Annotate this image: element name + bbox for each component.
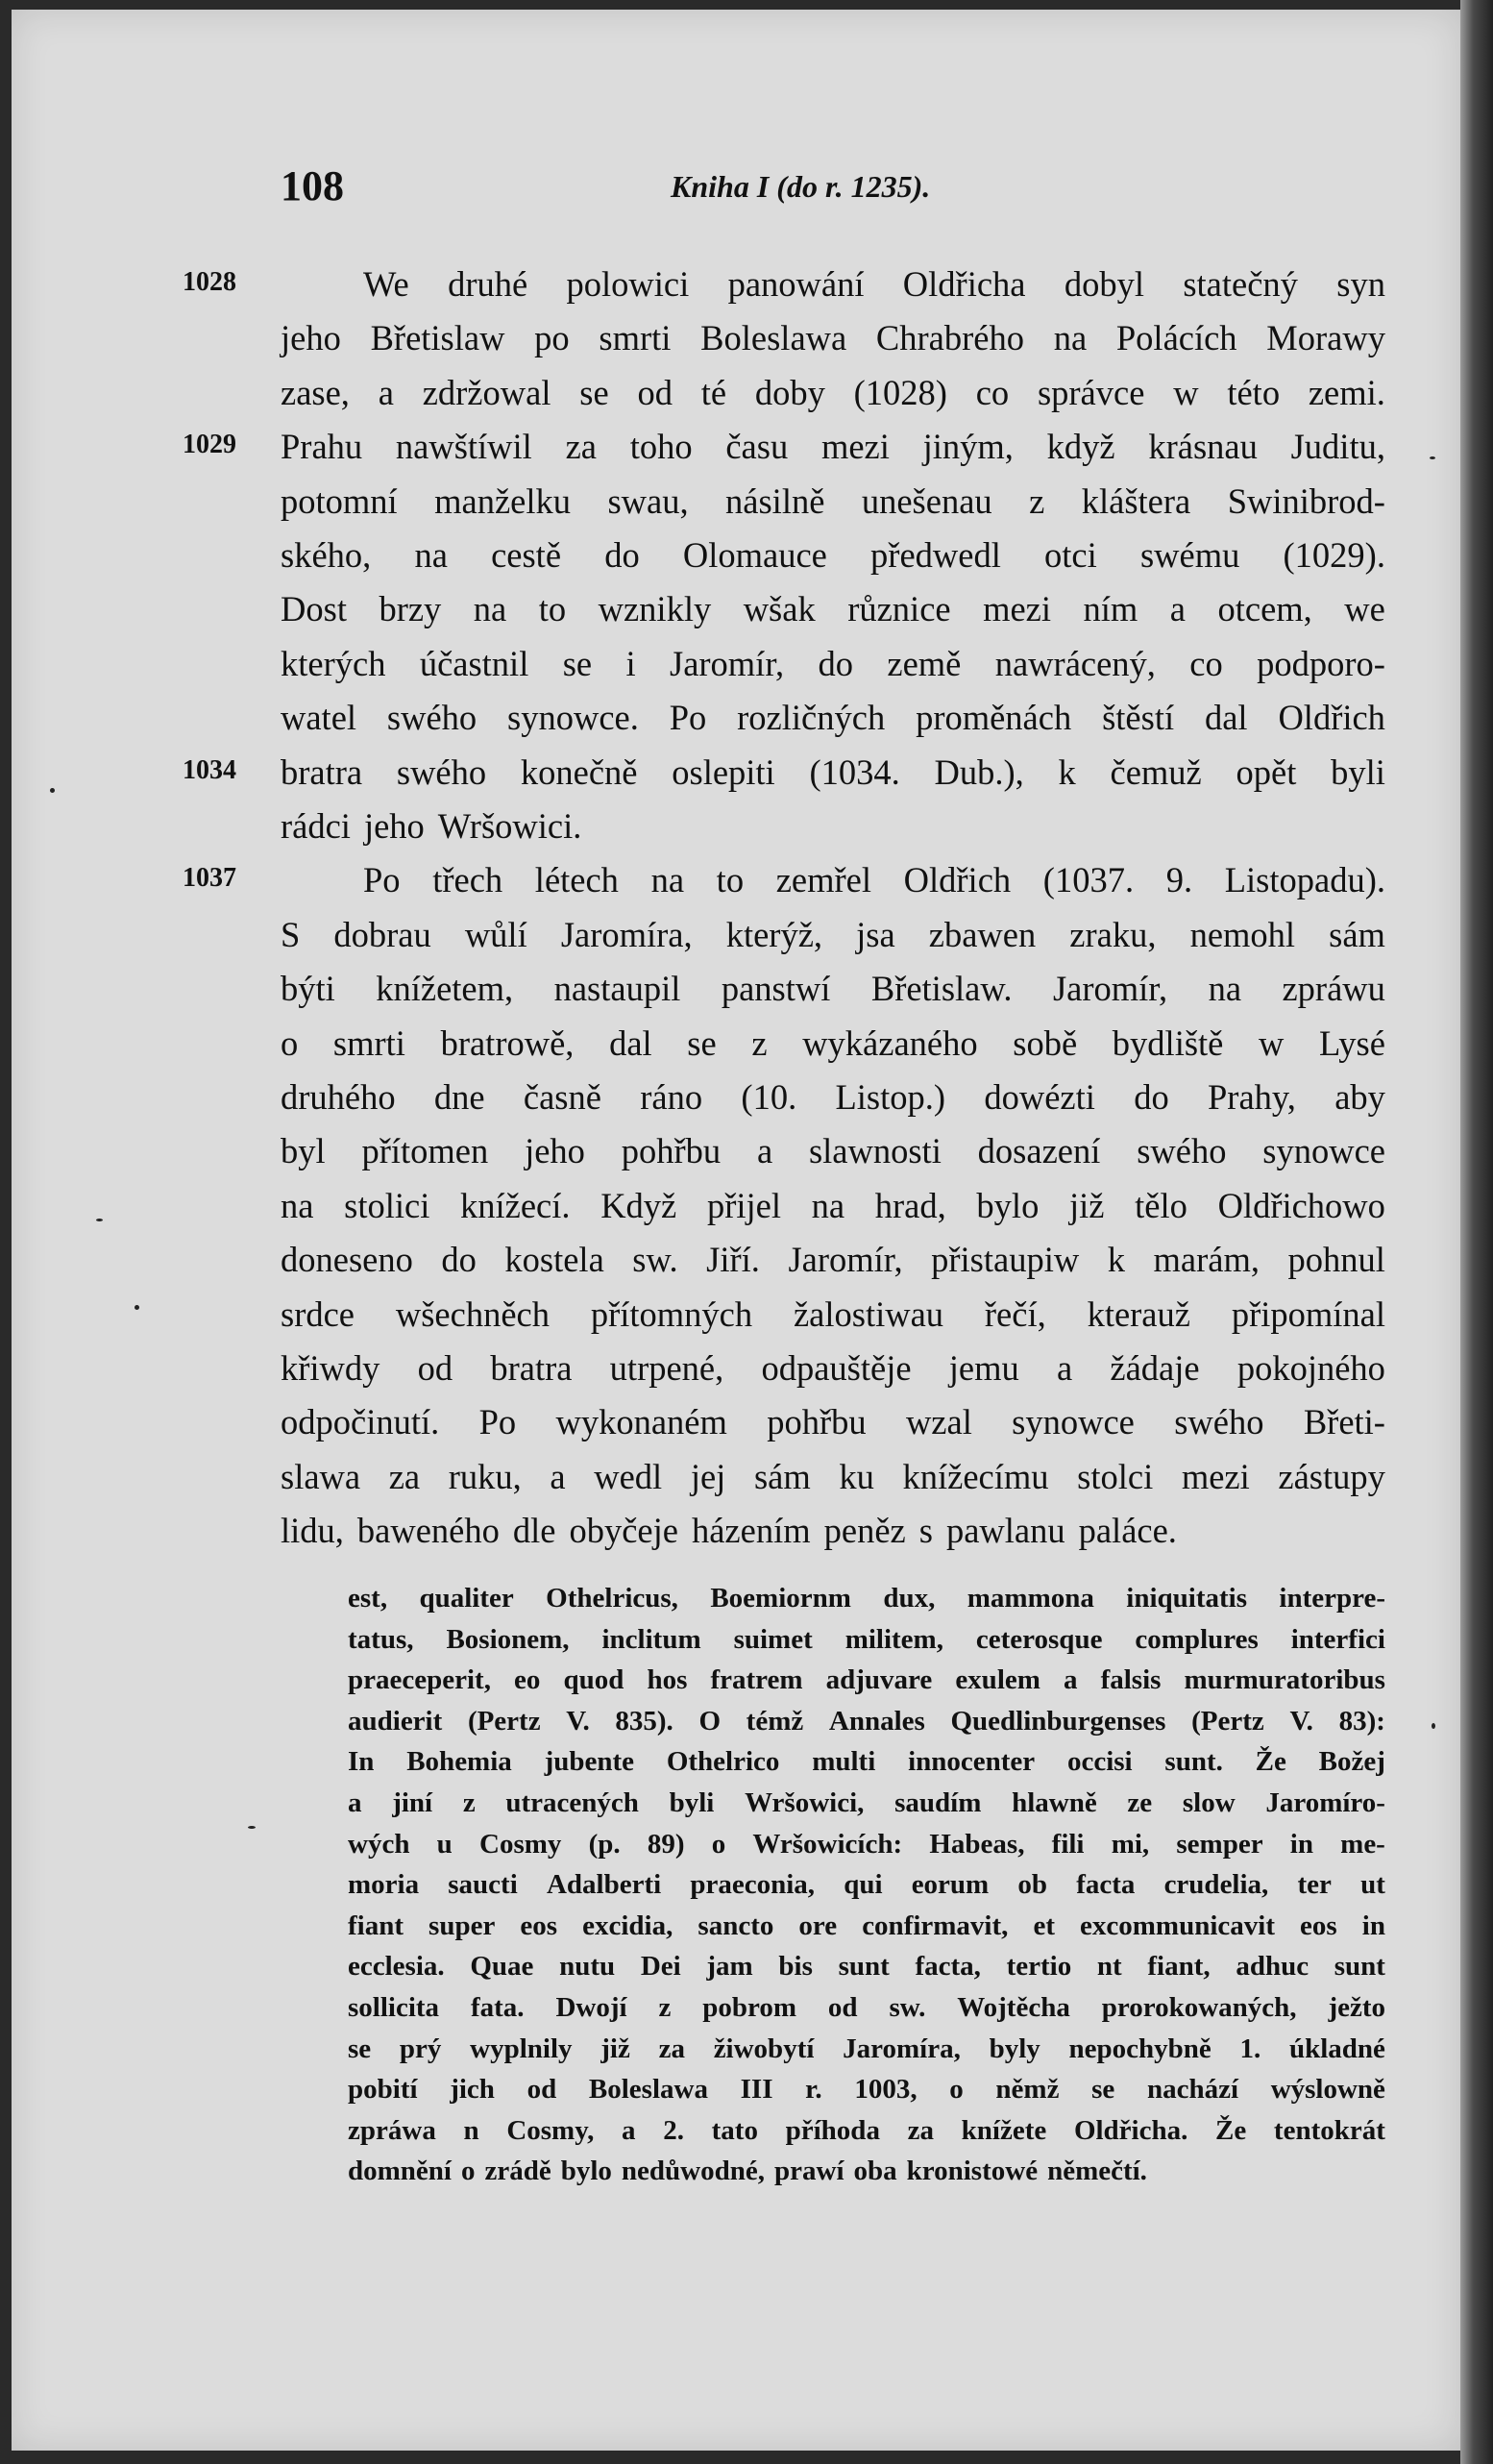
margin-year: 1037 bbox=[183, 863, 236, 894]
page-number: 108 bbox=[281, 162, 344, 209]
speck bbox=[1432, 1723, 1435, 1729]
scan-edge bbox=[1460, 0, 1493, 2464]
body-line: slawa za ruku, a wedl jej sám ku knížecímu stolci mezi zástupy bbox=[281, 1456, 1385, 1496]
speck bbox=[96, 1219, 103, 1221]
body-line: rádci jeho Wršowici. bbox=[281, 806, 582, 846]
footnote-line: moria saucti Adalberti praeconia, qui eorum ob facta crudelia, ter ut bbox=[348, 1869, 1385, 1901]
body-line: srdce wšechněch přítomných žalostiwau řečí, kterauž připomínal bbox=[281, 1294, 1385, 1334]
footnote-line: pobití jich od Boleslawa III r. 1003, o němž se nachází wýslowně bbox=[348, 2074, 1385, 2106]
margin-year: 1034 bbox=[183, 754, 236, 785]
body-line: Prahu nawštíwil za toho času mezi jiným, když krásnau Juditu, bbox=[281, 427, 1385, 467]
body-line: křiwdy od bratra utrpené, odpauštěje jemu a žádaje pokojného bbox=[281, 1348, 1385, 1388]
speck bbox=[135, 1305, 139, 1310]
footnote-line: audierit (Pertz V. 835). O témž Annales Quedlinburgenses (Pertz V. 83): bbox=[348, 1705, 1385, 1737]
footnote-line: In Bohemia jubente Othelrico multi innocenter occisi sunt. Že Božej bbox=[348, 1746, 1385, 1778]
margin-year: 1028 bbox=[183, 267, 236, 297]
body-line: Dost brzy na to wznikly wšak různice mezi ním a otcem, we bbox=[281, 589, 1385, 629]
body-line: odpočinutí. Po wykonaném pohřbu wzal synowce swého Břeti- bbox=[281, 1402, 1385, 1442]
footnote-line: fiant super eos excidia, sancto ore confirmavit, et excommunicavit eos in bbox=[348, 1910, 1385, 1941]
footnote-line: wých u Cosmy (p. 89) o Wršowicích: Habeas, fili mi, semper in me- bbox=[348, 1828, 1385, 1860]
body-line: byl přítomen jeho pohřbu a slawnosti dosazení swého synowce bbox=[281, 1131, 1385, 1171]
footnote-line: sollicita fata. Dwojí z pobrom od sw. Wojtěcha prorokowaných, ježto bbox=[348, 1992, 1385, 2023]
running-title: Kniha I (do r. 1235). bbox=[671, 169, 931, 204]
footnote-line: se prý wyplnily již za žiwobytí Jaromíra, byly nepochybně 1. úkladné bbox=[348, 2033, 1385, 2064]
body-line: bratra swého konečně oslepiti (1034. Dub.), k čemuž opět byli bbox=[281, 752, 1385, 792]
footnote-line: zpráwa n Cosmy, a 2. tato příhoda za knížete Oldřicha. Že tentokrát bbox=[348, 2114, 1385, 2146]
footnote-line: a jiní z utracených byli Wršowici, saudím hlawně ze slow Jaromíro- bbox=[348, 1787, 1385, 1818]
body-line: zase, a zdržowal se od té doby (1028) co správce w této zemi. bbox=[281, 372, 1385, 412]
speck bbox=[248, 1826, 256, 1829]
body-line: jeho Břetislaw po smrti Boleslawa Chrabrého na Polácích Morawy bbox=[281, 318, 1385, 358]
body-line: doneseno do kostela sw. Jiří. Jaromír, přistaupiw k marám, pohnul bbox=[281, 1240, 1385, 1280]
speck bbox=[1430, 456, 1435, 459]
body-line: We druhé polowici panowání Oldřicha dobyl statečný syn bbox=[363, 264, 1385, 304]
body-line: Po třech létech na to zemřel Oldřich (1037. 9. Listopadu). bbox=[363, 860, 1385, 900]
body-line: o smrti bratrowě, dal se z wykázaného sobě bydliště w Lysé bbox=[281, 1023, 1385, 1063]
body-line: lidu, baweného dle obyčeje házením peněz s pawlanu paláce. bbox=[281, 1511, 1177, 1551]
body-line: S dobrau wůlí Jaromíra, kterýž, jsa zbawen zraku, nemohl sám bbox=[281, 914, 1385, 954]
margin-year: 1029 bbox=[183, 430, 236, 460]
footnote-line: tatus, Bosionem, inclitum suimet militem, ceterosque complures interfici bbox=[348, 1623, 1385, 1655]
body-line: druhého dne časně ráno (10. Listop.) dowézti do Prahy, aby bbox=[281, 1077, 1385, 1117]
body-line: potomní manželku swau, násilně unešenau z kláštera Swinibrod- bbox=[281, 480, 1385, 521]
body-line: býti knížetem, nastaupil panstwí Břetislaw. Jaromír, na zpráwu bbox=[281, 969, 1385, 1009]
footnote-line: ecclesia. Quae nutu Dei jam bis sunt facta, tertio nt fiant, adhuc sunt bbox=[348, 1951, 1385, 1983]
body-line: kterých účastnil se i Jaromír, do země nawrácený, co podporo- bbox=[281, 643, 1385, 683]
body-line: ského, na cestě do Olomauce předwedl otci swému (1029). bbox=[281, 535, 1385, 575]
footnote-line: est, qualiter Othelricus, Boemiornm dux, mammona iniquitatis interpre- bbox=[348, 1583, 1385, 1614]
body-line: watel swého synowce. Po rozličných proměnách štěstí dal Oldřich bbox=[281, 698, 1385, 738]
page-header bbox=[281, 161, 1011, 219]
body-line: na stolici knížecí. Když přijel na hrad, bylo již tělo Oldřichowo bbox=[281, 1185, 1385, 1225]
speck bbox=[50, 788, 55, 793]
footnote-line: praeceperit, eo quod hos fratrem adjuvare exulem a falsis murmuratoribus bbox=[348, 1664, 1385, 1696]
footnote-line: domnění o zrádě bylo nedůwodné, prawí oba kronistowé němečtí. bbox=[348, 2156, 1147, 2187]
